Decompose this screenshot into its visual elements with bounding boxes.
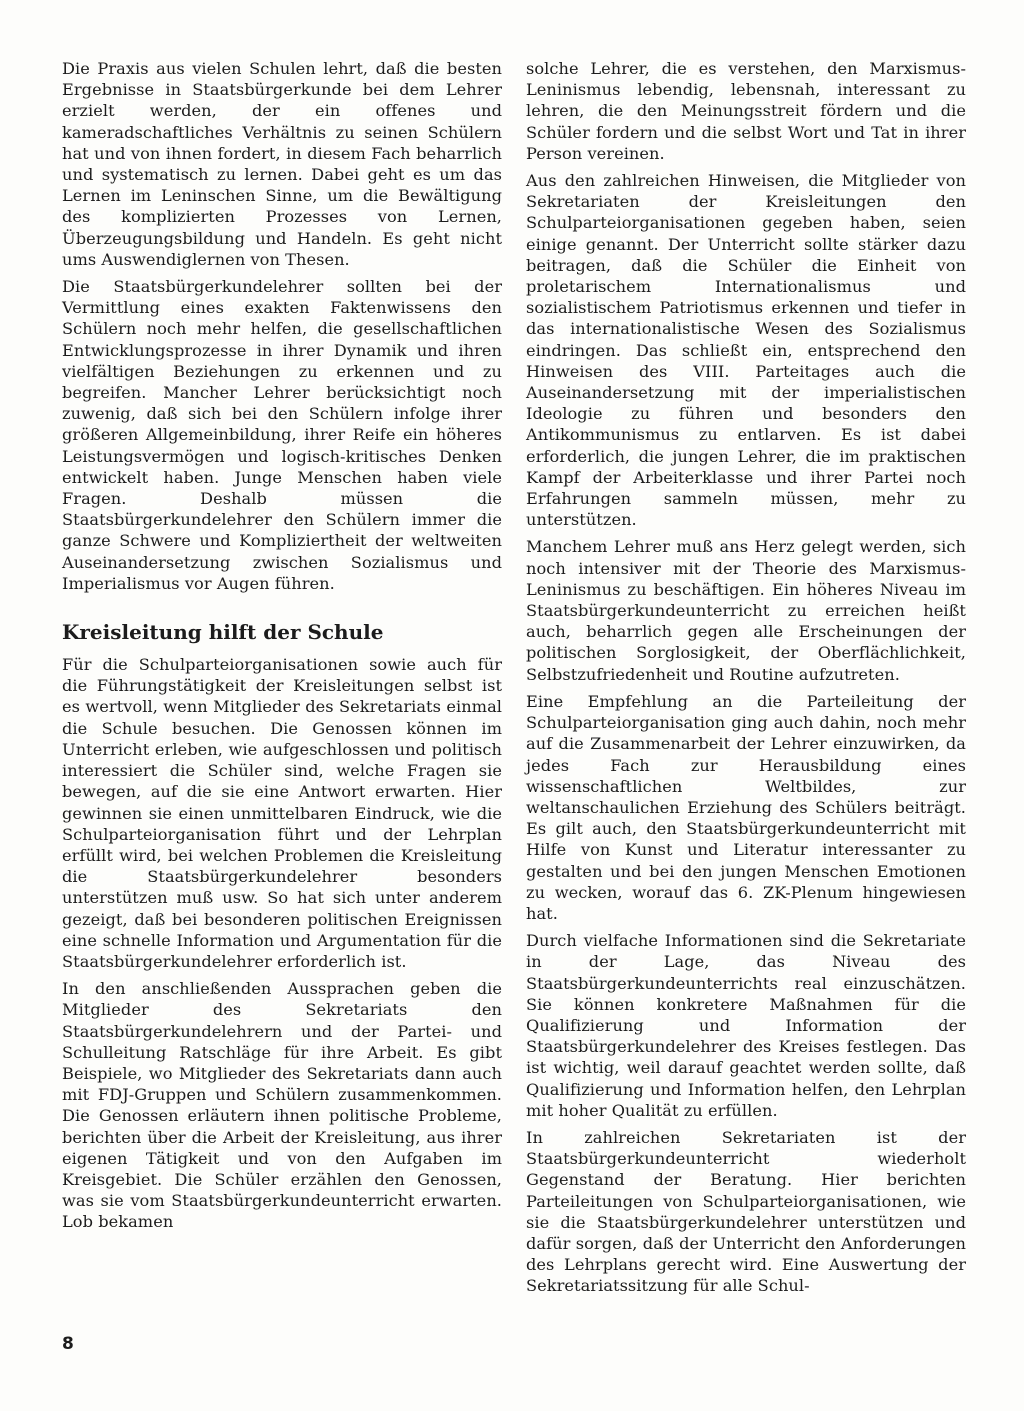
body-paragraph: Eine Empfehlung an die Parteileitung der Schulparteiorganisation ging auch dahin, noch mehr auf die Zusammenarbeit der Lehrer einzuwirken, da jedes Fach zur Herausbildung eines wissenschaftlichen Weltbildes, zur weltanschaulichen Erziehung des Schülers beiträgt. Es gilt auch, den Staatsbürgerkundeunterricht mit Hilfe von Kunst und Literatur interessanter zu gestalten und bei den jungen Menschen Emotionen zu wecken, worauf das 6. ZK-Plenum hingewiesen hat. [526,691,966,923]
page-number: 8 [62,1334,74,1354]
right-column [526,58,966,1303]
body-paragraph: Aus den zahlreichen Hinweisen, die Mitglieder von Sekretariaten der Kreisleitungen den Schulparteiorganisationen gegeben haben, seien einige genannt. Der Unterricht sollte stärker dazu beitragen, daß die Schüler die Einheit von proletarischem Internationalismus und sozialistischem Patriotismus erkennen und tiefer in das internationalistische Wesen des Sozialismus eindringen. Das schließt ein, entsprechend den Hinweisen des VIII. Parteitages auch die Auseinandersetzung mit der imperialistischen Ideologie zu führen und besonders den Antikommunismus zu entlarven. Es ist dabei erforderlich, die jungen Lehrer, die im praktischen Kampf der Arbeiterklasse und ihrer Partei noch Erfahrungen sammeln müssen, mehr zu unterstützen. [526,171,966,530]
section-heading: Kreisleitung hilft der Schule [62,620,384,645]
left-column [62,58,502,1239]
body-paragraph: Manchem Lehrer muß ans Herz gelegt werden, sich noch intensiver mit der Theorie des Marxismus-Leninismus zu beschäftigen. Ein höheres Niveau im Staatsbürgerkundeunterricht zu erreichen heißt auch, beharrlich gegen alle Erscheinungen der politischen Sorglosigkeit, der Oberflächlichkeit, Selbstzufriedenheit und Routine aufzutreten. [526,537,966,684]
body-paragraph: Durch vielfache Informationen sind die Sekretariate in der Lage, das Niveau des Staatsbürgerkundeunterrichts real einzuschätzen. Sie können konkretere Maßnahmen für die Qualifizierung und Information der Staatsbürgerkundelehrer des Kreises festlegen. Das ist wichtig, weil darauf geachtet werden sollte, daß Qualifizierung und Information helfen, den Lehrplan mit hoher Qualität zu erfüllen. [526,931,966,1120]
body-paragraph: Für die Schulparteiorganisationen sowie auch für die Führungstätigkeit der Kreisleitungen selbst ist es wertvoll, wenn Mitglieder des Sekretariats einmal die Schule besuchen. Die Genossen können im Unterricht erleben, wie aufgeschlossen und politisch interessiert die Schüler sind, welche Fragen sie bewegen, auf die sie eine Antwort erwarten. Hier gewinnen sie einen unmittelbaren Eindruck, wie die Schulparteiorganisation führt und der Lehrplan erfüllt wird, bei welchen Problemen die Kreisleitung die Staatsbürgerkundelehrer besonders unterstützen muß usw. So hat sich unter anderem gezeigt, daß bei besonderen politischen Ereignissen eine schnelle Information und Argumentation für die Staatsbürgerkundelehrer erforderlich ist. [62,655,502,971]
body-paragraph: Die Staatsbürgerkundelehrer sollten bei der Vermittlung eines exakten Faktenwissens den Schülern noch mehr helfen, die gesellschaftlichen Entwicklungsprozesse in ihrer Dynamik und ihren vielfältigen Beziehungen zu erkennen und zu begreifen. Mancher Lehrer berücksichtigt noch zuwenig, daß sich bei den Schülern infolge ihrer größeren Allgemeinbildung, ihrer Reife ein höheres Leistungsvermögen und logisch-kritisches Denken entwickelt haben. Junge Menschen haben viele Fragen. Deshalb müssen die Staatsbürgerkundelehrer den Schülern immer die ganze Schwere und Kompliziertheit der weltweiten Auseinandersetzung zwischen Sozialismus und Imperialismus vor Augen führen. [62,277,502,593]
body-paragraph: Die Praxis aus vielen Schulen lehrt, daß die besten Ergebnisse in Staatsbürgerkunde bei dem Lehrer erzielt werden, der ein offenes und kameradschaftliches Verhältnis zu seinen Schülern hat und von ihnen fordert, in diesem Fach beharrlich und systematisch zu lernen. Dabei geht es um das Lernen im Leninschen Sinne, um die Bewältigung des komplizierten Prozesses von Lernen, Überzeugungsbildung und Handeln. Es geht nicht ums Auswendiglernen von Thesen. [62,59,502,269]
body-paragraph: In zahlreichen Sekretariaten ist der Staatsbürgerkundeunterricht wiederholt Gegenstand der Beratung. Hier berichten Parteileitungen von Schulparteiorganisationen, wie sie die Staatsbürgerkundelehrer unterstützen und dafür sorgen, daß der Unterricht den Anforderungen des Lehrplans gerecht wird. Eine Auswertung der Sekretariatssitzung für alle Schul- [526,1127,966,1296]
body-paragraph: In den anschließenden Aussprachen geben die Mitglieder des Sekretariats den Staatsbürgerkundelehrern und der Partei- und Schulleitung Ratschläge für ihre Arbeit. Es gibt Beispiele, wo Mitglieder des Sekretariats dann auch mit FDJ-Gruppen und Schülern zusammenkommen. Die Genossen erläutern ihnen politische Probleme, berichten über die Arbeit der Kreisleitung, aus ihrer eigenen Tätigkeit und von den Aufgaben im Kreisgebiet. Die Schüler erzählen den Genossen, was sie vom Staatsbürgerkundeunterricht erwarten. Lob bekamen [62,979,502,1232]
body-paragraph: solche Lehrer, die es verstehen, den Marxismus-Leninismus lebendig, lebensnah, interessant zu lehren, die den Meinungsstreit fördern und die Schüler fordern und die selbst Wort und Tat in ihrer Person vereinen. [526,59,966,163]
